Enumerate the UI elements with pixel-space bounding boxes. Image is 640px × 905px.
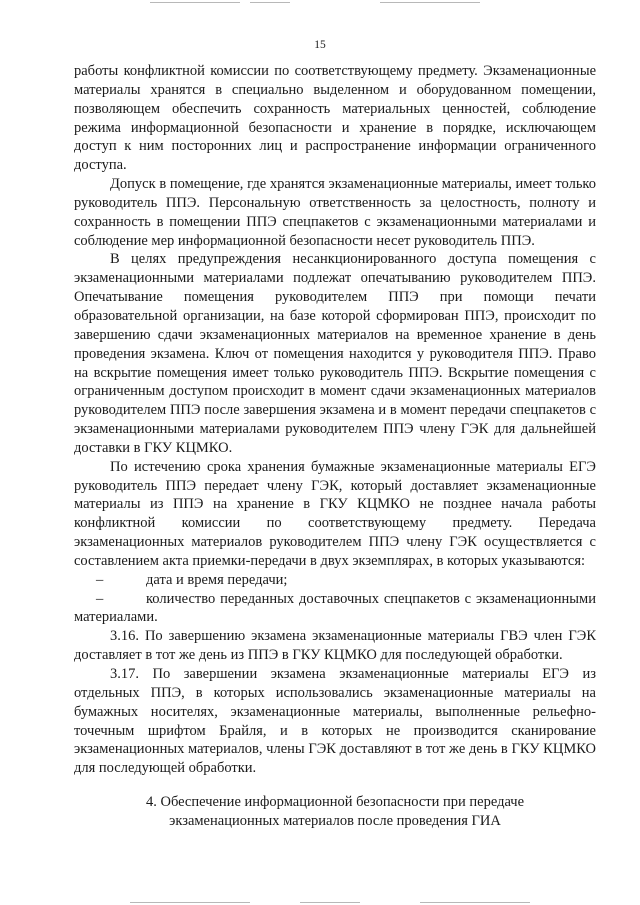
paragraph: В целях предупреждения несанкционированного доступа помещения с экзаменационными материалами подлежат опечатыванию руководителем ППЭ. Опечатывание помещения руководителем ППЭ при помощи печати образовательной организации, на базе которой сформирован ППЭ, происходит по завершению сдачи экзаменационных материалов на временное хранение в день проведения экзамена. Ключ от помещения находится у руководителя ППЭ. Право на вскрытие помещения имеет только руководитель ППЭ. Вскрытие помещения с ограниченным доступом происходит в момент сдачи экзаменационных материалов руководителем ППЭ после завершения экзамена и в момент передачи спецпакетов с экзаменационными материалами руководителем ППЭ члену ГЭК для дальнейшей доставки в ГКУ КЦМКО. bbox=[74, 251, 596, 456]
numbered-paragraph-3-16: 3.16. По завершению экзамена экзаменационные материалы ГВЭ член ГЭК доставляет в тот же день из ППЭ в ГКУ КЦМКО для последующей обработки. bbox=[74, 628, 596, 664]
section-heading-line2: экзаменационных материалов после проведения ГИА bbox=[169, 813, 501, 829]
section-heading-line1: 4. Обеспечение информационной безопасности при передаче bbox=[145, 794, 525, 810]
list-item bbox=[74, 571, 596, 590]
paragraph: работы конфликтной комиссии по соответствующему предмету. Экзаменационные материалы хранятся в специально выделенном и оборудованном помещении, позволяющем обеспечить сохранность материальных ценностей, соблюдение режима информационной безопасности и хранение в порядке, исключающем доступ к ним посторонних лиц и распространение информации ограниченного доступа. bbox=[74, 63, 596, 174]
list-dash: – bbox=[96, 571, 104, 588]
paragraph: Допуск в помещение, где хранятся экзаменационные материалы, имеет только руководитель ППЭ. Персональную ответственность за целостность, полноту и сохранность в помещении ППЭ спецпакетов с экзаменационными материалами и соблюдение мер информационной безопасности несет руководитель ППЭ. bbox=[74, 176, 596, 249]
section-heading bbox=[74, 793, 596, 831]
scan-edge-mark bbox=[250, 2, 290, 3]
list-dash: – bbox=[96, 590, 104, 607]
numbered-paragraph-3-17: 3.17. По завершении экзамена экзаменационные материалы ЕГЭ из отдельных ППЭ, в которых использовались экзаменационные материалы на бумажных носителях, экзаменационные материалы, выполненные рельефно-точечным шрифтом Брайля, и в которых не производится сканирование экзаменационных материалов, члены ГЭК доставляют в тот же день в ГКУ КЦМКО для последующей обработки. bbox=[74, 666, 596, 777]
scan-edge-mark bbox=[380, 2, 480, 3]
list-item-text: количество переданных доставочных спецпакетов с экзаменационными материалами. bbox=[74, 590, 596, 626]
body-text bbox=[74, 62, 596, 778]
page-number: 15 bbox=[314, 39, 326, 51]
scan-edge-mark bbox=[150, 2, 240, 3]
scan-edge-mark bbox=[420, 902, 530, 903]
scan-edge-mark bbox=[300, 902, 360, 903]
list-item bbox=[74, 590, 596, 628]
paragraph: По истечению срока хранения бумажные экзаменационные материалы ЕГЭ руководитель ППЭ передает члену ГЭК, который доставляет экзаменационные материалы из ППЭ на хранение в ГКУ КЦМКО не позднее начала работы конфликтной комиссии по соответствующему предмету. Передача экзаменационных материалов руководителем ППЭ члену ГЭК осуществляется с составлением акта приемки-передачи в двух экземплярах, в которых указываются: bbox=[74, 458, 596, 569]
list-item-text: дата и время передачи; bbox=[146, 571, 288, 588]
scan-edge-mark bbox=[130, 902, 250, 903]
